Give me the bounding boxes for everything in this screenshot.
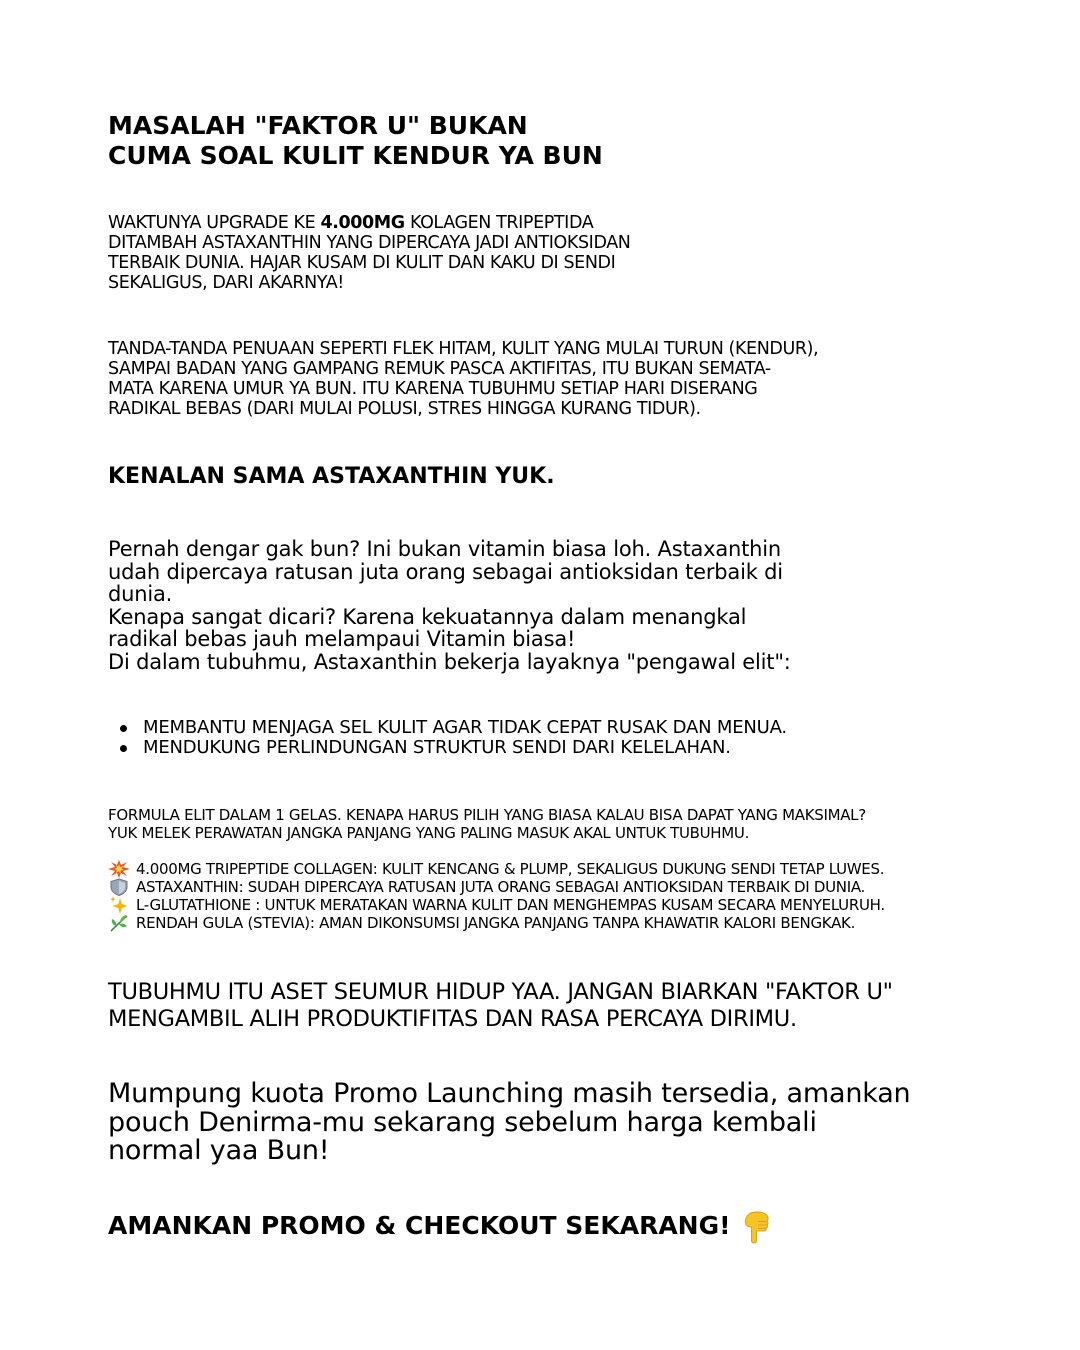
headline-line-2: CUMA SOAL KULIT KENDUR YA BUN [108,141,603,170]
closing-line-1: TUBUHMU ITU ASET SEUMUR HIDUP YAA. JANGAN BIARKAN "FAKTOR U" [108,979,893,1005]
list-item [108,718,787,738]
intro-line-6: Di dalam tubuhmu, Astaxanthin bekerja layaknya "pengawal elit": [108,649,791,674]
closing-paragraph [108,979,893,1033]
paragraph-upgrade-line-3: TERBAIK DUNIA. HAJAR KUSAM DI KULIT DAN KAKU DI SENDI [108,253,616,273]
intro-line-2: udah dipercaya ratusan juta orang sebagai antioksidan terbaik di [108,559,783,584]
section-heading: KENALAN SAMA ASTAXANTHIN YUK. [108,464,555,489]
formula-line-1: FORMULA ELIT DALAM 1 GELAS. KENAPA HARUS PILIH YANG BIASA KALAU BISA DAPAT YANG MAKSIMAL? [108,806,866,824]
feature-row-glutathione [108,896,885,914]
formula-paragraph [108,806,866,842]
feature-row-stevia [108,914,885,932]
feature-text: L-GLUTATHIONE : UNTUK MERATAKAN WARNA KULIT DAN MENGHEMPAS KUSAM SECARA MENYELURUH. [136,896,885,914]
collagen-dose-highlight: 4.000MG [320,213,405,233]
promo-paragraph [108,1080,910,1166]
headline-line-1: MASALAH "FAKTOR U" BUKAN [108,111,528,140]
paragraph-upgrade-lead: WAKTUNYA UPGRADE KE [108,213,321,233]
feature-list [108,860,885,932]
promo-line-3: normal yaa Bun! [108,1135,330,1166]
feature-text: 4.000MG TRIPEPTIDE COLLAGEN: KULIT KENCANG & PLUMP, SEKALIGUS DUKUNG SENDI TETAP LUWES. [136,860,885,878]
headline [108,111,868,171]
pointing-down-hand-icon [741,1210,773,1244]
paragraph-aging [108,339,818,419]
benefit-list [108,718,787,758]
paragraph-aging-line-2: SAMPAI BADAN YANG GAMPANG REMUK PASCA AKTIFITAS, ITU BUKAN SEMATA- [108,359,771,379]
astaxanthin-intro [108,538,791,674]
sparkles-icon [108,896,132,914]
paragraph-aging-line-4: RADIKAL BEBAS (DARI MULAI POLUSI, STRES HINGGA KURANG TIDUR). [108,399,701,419]
bullet-dot [120,725,127,732]
list-item [108,738,787,758]
feature-text: ASTAXANTHIN: SUDAH DIPERCAYA RATUSAN JUTA ORANG SEBAGAI ANTIOKSIDAN TERBAIK DI DUNIA. [136,878,865,896]
intro-line-5: radikal bebas jauh melampaui Vitamin biasa! [108,627,576,652]
cta-text[interactable]: AMANKAN PROMO & CHECKOUT SEKARANG! [108,1211,731,1240]
intro-line-1: Pernah dengar gak bun? Ini bukan vitamin biasa loh. Astaxanthin [108,537,782,561]
promo-line-1: Mumpung kuota Promo Launching masih tersedia, amankan [108,1078,911,1109]
benefit-text: MENDUKUNG PERLINDUNGAN STRUKTUR SENDI DARI KELELAHAN. [143,737,731,758]
paragraph-upgrade [108,213,630,293]
paragraph-upgrade-line-4: SEKALIGUS, DARI AKARNYA! [108,273,344,293]
bullet-dot [120,745,127,752]
formula-line-2: YUK MELEK PERAWATAN JANGKA PANJANG YANG PALING MASUK AKAL UNTUK TUBUHMU. [108,824,750,842]
promo-line-2: pouch Denirma-mu sekarang sebelum harga kembali [108,1106,817,1138]
paragraph-aging-line-3: MATA KARENA UMUR YA BUN. ITU KARENA TUBUHMU SETIAP HARI DISERANG [108,379,758,399]
checkout-call-to-action[interactable] [108,1209,773,1244]
collision-icon [108,860,132,878]
feature-text: RENDAH GULA (STEVIA): AMAN DIKONSUMSI JANGKA PANJANG TANPA KHAWATIR KALORI BENGKAK. [136,914,856,932]
closing-line-2: MENGAMBIL ALIH PRODUKTIFITAS DAN RASA PERCAYA DIRIMU. [108,1006,797,1032]
herb-icon [108,914,132,932]
feature-row-astaxanthin [108,878,885,896]
intro-line-4: Kenapa sangat dicari? Karena kekuatannya dalam menangkal [108,604,747,629]
paragraph-upgrade-line-2: DITAMBAH ASTAXANTHIN YANG DIPERCAYA JADI ANTIOKSIDAN [108,233,631,253]
benefit-text: MEMBANTU MENJAGA SEL KULIT AGAR TIDAK CEPAT RUSAK DAN MENUA. [143,717,787,738]
intro-line-3: dunia. [108,582,173,607]
feature-row-collagen [108,860,885,878]
paragraph-aging-line-1: TANDA-TANDA PENUAAN SEPERTI FLEK HITAM, KULIT YANG MULAI TURUN (KENDUR), [108,339,819,359]
paragraph-upgrade-tail: KOLAGEN TRIPEPTIDA [404,213,594,233]
paragraph-upgrade-line-1 [108,213,630,233]
shield-icon [108,878,132,896]
